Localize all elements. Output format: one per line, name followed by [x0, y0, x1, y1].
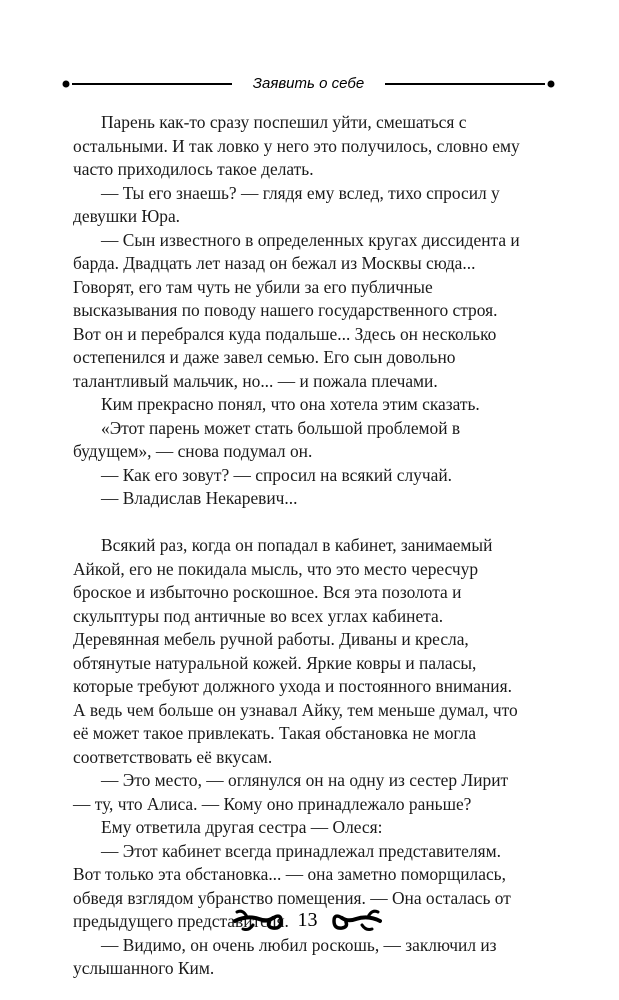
scroll-ornament-right-icon [330, 907, 382, 933]
paragraph: Ким прекрасно понял, что она хотела этим сказать. [101, 394, 480, 414]
rule-end-ornament-right [545, 78, 557, 90]
paragraph: Ему ответила другая сестра — Олеся: [101, 817, 383, 837]
running-head-title: Заявить о себе [252, 75, 365, 92]
page-footer [0, 903, 619, 937]
section-break [73, 511, 528, 535]
paragraph: — Видимо, он очень любил роскошь, — заключил из услышанного Ким. [73, 934, 497, 978]
paragraph: — Этот кабинет всегда принадлежал представителям. Вот только эта обстановка... — она заметно поморщилась, обведя взглядом убранство помещения. — Она осталась от предыдущего представителя. [73, 840, 511, 931]
paragraph: — Владислав Некаревич... [101, 488, 298, 508]
paragraph: — Сын известного в определенных кругах диссидента и барда. Двадцать лет назад он бежал из Москвы сюда... Говорят, его там чуть не убили за его публичные высказывания по поводу нашего государственного строя. Вот он и перебрался куда подальше... Здесь он несколько остепенился и даже завел семью. Его сын довольно талантливый мальчик, но... — и пожала плечами. [73, 229, 520, 391]
scroll-ornament-left-icon [233, 907, 285, 933]
paragraph: — Ты его знаешь? — глядя ему вслед, тихо спросил у девушки Юра. [73, 182, 500, 226]
paragraph: Парень как-то сразу поспешил уйти, смешаться с остальными. И так ловко у него это получилось, словно ему часто приходилось такое делать. [73, 112, 520, 179]
paragraph: — Это место, — оглянулся он на одну из сестер Лирит — ту, что Алиса. — Кому оно принадлежало раньше? [73, 770, 509, 814]
running-head [60, 74, 557, 94]
body-text [73, 111, 528, 981]
paragraph: Всякий раз, когда он попадал в кабинет, занимаемый Айкой, его не покидала мысль, что это место чересчур броское и избыточно роскошное. Вся эта позолота и скульптуры под античные во всех углах кабинета. Деревянная мебель ручной работы. Диваны и кресла, обтянутые натуральной кожей. Яркие ковры и паласы, которые требуют должного ухода и постоянного внимания. А ведь чем больше он узнавал Айку, тем меньше думал, что её может такое привлекать. Такая обстановка не могла соответствовать её вкусам. [73, 535, 518, 767]
running-head-rule-right [385, 83, 545, 85]
paragraph: — Как его зовут? — спросил на всякий случай. [101, 464, 452, 485]
page-number: 13 [297, 909, 318, 931]
paragraph: «Этот парень может стать большой проблемой в будущем», — снова подумал он. [73, 417, 461, 461]
